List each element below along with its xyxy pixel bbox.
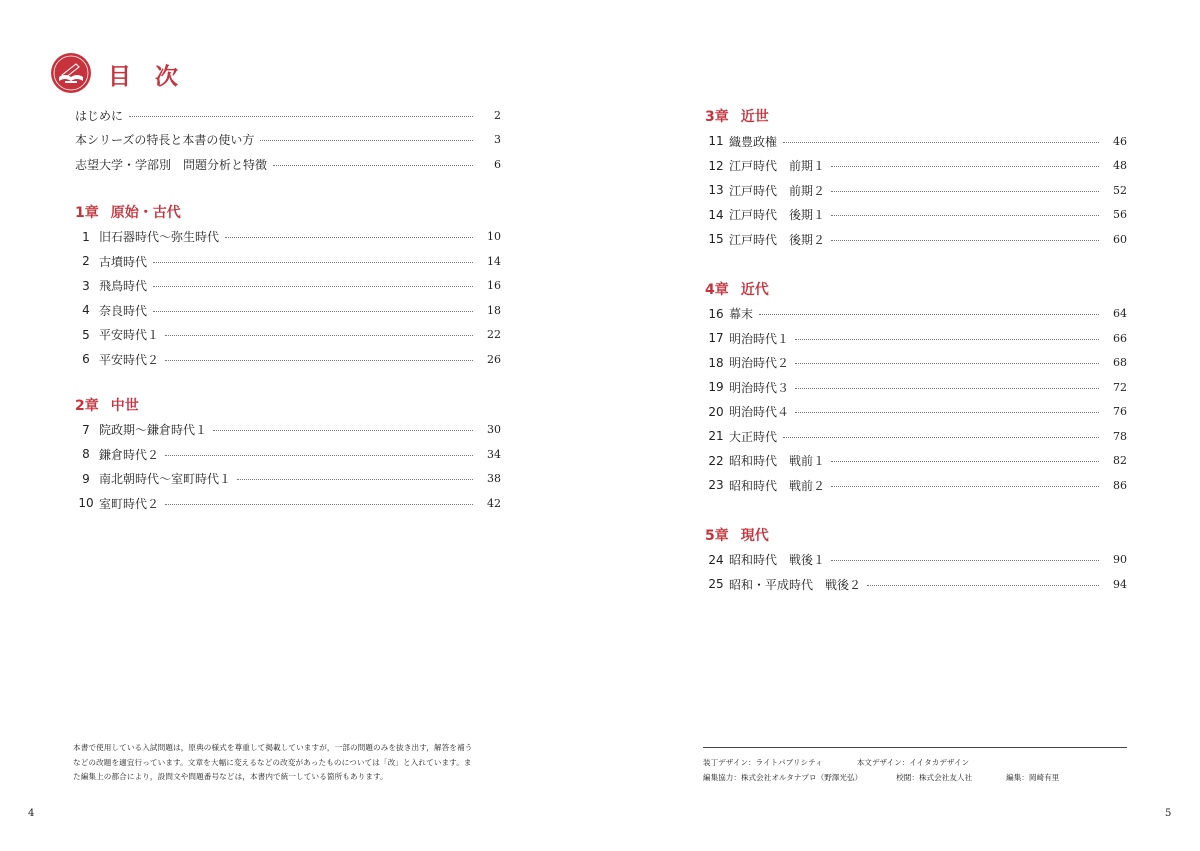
toc-entry-label: 明治時代１: [729, 331, 790, 346]
chapter-heading-5: [703, 522, 1127, 548]
toc-entry-number: 2: [82, 254, 90, 269]
toc-entry-page: 48: [1113, 159, 1127, 173]
toc-entry-number: 25: [708, 577, 724, 592]
toc-row[interactable]: [73, 249, 501, 274]
chapter-name: 原始・古代: [110, 204, 181, 221]
leader-dots: [783, 142, 1099, 143]
toc-entry-number: 9: [82, 471, 90, 486]
toc-entry-number: 24: [708, 552, 724, 567]
toc-entry-number: 23: [708, 478, 724, 493]
footnote-line: などの改題を適宜行っています。文章を大幅に変えるなどの改変があったものについては「改」と入れています。ま: [73, 757, 472, 767]
toc-entry-page: 30: [487, 423, 501, 437]
toc-entry-number: 10: [78, 496, 94, 511]
toc-row[interactable]: [73, 298, 501, 323]
chapter-number: 1章: [75, 204, 99, 221]
toc-entry-page: 42: [487, 496, 501, 510]
toc-entry-label: 明治時代３: [729, 380, 790, 395]
toc-entry-label: 院政期〜鎌倉時代１: [99, 423, 208, 438]
leader-dots: [153, 286, 473, 287]
toc-entry-page: 78: [1113, 429, 1127, 443]
toc-entry-number: 14: [708, 207, 724, 222]
chapter-number: 2章: [75, 397, 99, 414]
toc-left-column: [73, 103, 501, 516]
toc-entry-page: 52: [1113, 183, 1127, 197]
leader-dots: [831, 191, 1099, 192]
toc-entry-number: 8: [82, 447, 90, 462]
toc-row[interactable]: [73, 491, 501, 516]
leader-dots: [831, 560, 1099, 561]
leader-dots: [129, 116, 473, 117]
chapter-name: 近世: [740, 109, 769, 125]
toc-entry-label: 大正時代: [729, 429, 778, 444]
chapter-number: 4章: [705, 281, 729, 298]
chapter-heading-1: [73, 199, 501, 225]
toc-row[interactable]: [703, 154, 1127, 179]
credit-text-design: 本文デザイン：イイタカデザイン: [856, 758, 970, 767]
toc-entry-number: 15: [708, 232, 724, 247]
toc-entry-label: 昭和時代 戦後１: [729, 553, 826, 568]
toc-entry-page: 14: [487, 254, 501, 268]
leader-dots: [273, 165, 473, 166]
toc-entry-number: 18: [708, 355, 724, 370]
toc-entry-number: 6: [82, 352, 90, 367]
leader-dots: [153, 262, 473, 263]
toc-entry-number: 1: [82, 229, 90, 244]
leader-dots: [153, 311, 473, 312]
book-emblem-icon: [50, 52, 92, 94]
toc-entry-label: 幕末: [729, 307, 754, 322]
toc-entry-number: 19: [708, 380, 724, 395]
toc-row[interactable]: [73, 467, 501, 492]
usage-footnote: [73, 741, 501, 785]
toc-entry-label: 鎌倉時代２: [99, 447, 160, 462]
toc-row[interactable]: [73, 347, 501, 372]
toc-entry-label: 江戸時代 前期２: [729, 183, 826, 198]
toc-entry-page: 82: [1113, 454, 1127, 468]
toc-entry-number: 4: [82, 303, 90, 318]
credits: [703, 755, 1127, 785]
toc-entry-page: 34: [487, 447, 501, 461]
toc-entry-page: 94: [1113, 577, 1127, 591]
chapter-name: 中世: [110, 397, 139, 414]
toc-entry-label: 平安時代２: [99, 352, 160, 367]
toc-entry-page: 56: [1113, 208, 1127, 222]
chapter-number: 3章: [705, 109, 729, 125]
toc-entry-label: 江戸時代 後期２: [729, 232, 826, 247]
leader-dots: [867, 585, 1099, 586]
chapter-number: 5章: [705, 527, 729, 544]
leader-dots: [165, 335, 473, 336]
leader-dots: [795, 363, 1099, 364]
leader-dots: [260, 140, 473, 141]
toc-entry-label: 織豊政権: [729, 134, 778, 149]
toc-right-column: [703, 103, 1127, 597]
toc-entry-page: 2: [494, 108, 501, 122]
leader-dots: [237, 479, 473, 480]
toc-entry-page: 22: [487, 328, 501, 342]
credit-editor: 編集：岡崎有里: [1006, 773, 1060, 782]
credit-cover-design: 装丁デザイン：ライトパブリシティ: [703, 758, 823, 767]
toc-entry-page: 46: [1113, 134, 1127, 148]
toc-entry-number: 22: [708, 453, 724, 468]
toc-entry-label: 明治時代２: [729, 356, 790, 371]
toc-entry-page: 64: [1113, 307, 1127, 321]
chapter-name: 現代: [740, 527, 769, 544]
toc-entry-number: 20: [708, 404, 724, 419]
toc-entry-page: 90: [1113, 553, 1127, 567]
toc-entry-label: 旧石器時代〜弥生時代: [99, 230, 220, 245]
toc-entry-number: 7: [82, 422, 90, 437]
toc-intro-row[interactable]: [73, 152, 501, 177]
toc-entry-label: 飛鳥時代: [99, 279, 148, 294]
credit-proofreading: 校閲：株式会社友人社: [896, 773, 973, 782]
toc-row[interactable]: [703, 203, 1127, 228]
toc-entry-label: 江戸時代 前期１: [729, 159, 826, 174]
toc-entry-label: 本シリーズの特長と本書の使い方: [75, 133, 255, 148]
page-number-right: 5: [1165, 808, 1172, 819]
toc-entry-number: 17: [708, 331, 724, 346]
toc-entry-number: 11: [708, 134, 724, 149]
toc-entry-page: 38: [487, 472, 501, 486]
toc-entry-page: 10: [487, 230, 501, 244]
leader-dots: [213, 430, 473, 431]
leader-dots: [831, 215, 1099, 216]
page-number-left: 4: [28, 808, 35, 819]
toc-entry-label: 志望大学・学部別 問題分析と特徴: [75, 157, 268, 172]
leader-dots: [165, 455, 473, 456]
toc-entry-page: 6: [494, 157, 501, 171]
toc-row[interactable]: [73, 225, 501, 250]
credit-editorial-cooperation: 編集協力：株式会社オルタナプロ（野澤光弘）: [703, 773, 863, 782]
toc-row[interactable]: [703, 400, 1127, 425]
toc-entry-page: 72: [1113, 380, 1127, 394]
toc-row[interactable]: [73, 418, 501, 443]
leader-dots: [831, 461, 1099, 462]
leader-dots: [831, 486, 1099, 487]
leader-dots: [225, 237, 473, 238]
toc-row[interactable]: [73, 323, 501, 348]
toc-row[interactable]: [703, 129, 1127, 154]
toc-entry-label: 江戸時代 後期１: [729, 208, 826, 223]
toc-entry-number: 5: [82, 327, 90, 342]
toc-entry-label: 古墳時代: [99, 254, 148, 269]
toc-entry-page: 16: [487, 279, 501, 293]
leader-dots: [165, 360, 473, 361]
footnote-line: 本書で使用している入試問題は，原典の様式を尊重して掲載していますが，一部の問題のみを抜き出す，解答を補う: [73, 743, 473, 752]
chapter-heading-2: [73, 392, 501, 418]
toc-entry-label: はじめに: [75, 108, 124, 123]
credits-divider: [703, 747, 1127, 748]
leader-dots: [783, 437, 1099, 438]
chapter-name: 近代: [740, 281, 769, 298]
toc-entry-label: 奈良時代: [99, 303, 148, 318]
toc-entry-label: 昭和時代 戦前２: [729, 478, 826, 493]
toc-entry-number: 3: [82, 278, 90, 293]
toc-row[interactable]: [73, 442, 501, 467]
leader-dots: [759, 314, 1099, 315]
toc-row[interactable]: [703, 351, 1127, 376]
leader-dots: [795, 388, 1099, 389]
toc-row[interactable]: [703, 375, 1127, 400]
toc-row[interactable]: [703, 473, 1127, 498]
toc-row[interactable]: [703, 424, 1127, 449]
toc-entry-number: 12: [708, 158, 724, 173]
toc-entry-page: 60: [1113, 232, 1127, 246]
toc-entry-page: 86: [1113, 478, 1127, 492]
chapter-heading-3: [703, 103, 1127, 129]
toc-row[interactable]: [703, 227, 1127, 252]
toc-entry-page: 18: [487, 303, 501, 317]
toc-row[interactable]: [703, 449, 1127, 474]
leader-dots: [831, 166, 1099, 167]
toc-entry-page: 68: [1113, 356, 1127, 370]
leader-dots: [795, 339, 1099, 340]
toc-intro-row[interactable]: [73, 103, 501, 128]
leader-dots: [795, 412, 1099, 413]
toc-row[interactable]: [703, 572, 1127, 597]
toc-row[interactable]: [703, 548, 1127, 573]
toc-entry-label: 明治時代４: [729, 405, 790, 420]
page-title: 目 次: [108, 64, 187, 90]
leader-dots: [165, 504, 473, 505]
toc-entry-label: 平安時代１: [99, 328, 160, 343]
toc-entry-label: 昭和時代 戦前１: [729, 454, 826, 469]
toc-intro-row[interactable]: [73, 128, 501, 153]
toc-entry-label: 南北朝時代〜室町時代１: [99, 472, 232, 487]
leader-dots: [831, 240, 1099, 241]
toc-entry-page: 3: [494, 133, 501, 147]
toc-row[interactable]: [73, 274, 501, 299]
toc-entry-number: 16: [708, 306, 724, 321]
toc-row[interactable]: [703, 302, 1127, 327]
toc-entry-page: 66: [1113, 331, 1127, 345]
toc-entry-page: 76: [1113, 405, 1127, 419]
toc-entry-number: 21: [708, 429, 724, 444]
toc-row[interactable]: [703, 178, 1127, 203]
footnote-line: た編集上の都合により，設問文や問題番号などは，本書内で統一している箇所もあります。: [73, 772, 388, 781]
toc-entry-label: 室町時代２: [99, 496, 160, 511]
toc-entry-page: 26: [487, 352, 501, 366]
toc-row[interactable]: [703, 326, 1127, 351]
toc-entry-label: 昭和・平成時代 戦後２: [729, 577, 862, 592]
chapter-heading-4: [703, 276, 1127, 302]
toc-entry-number: 13: [708, 183, 724, 198]
